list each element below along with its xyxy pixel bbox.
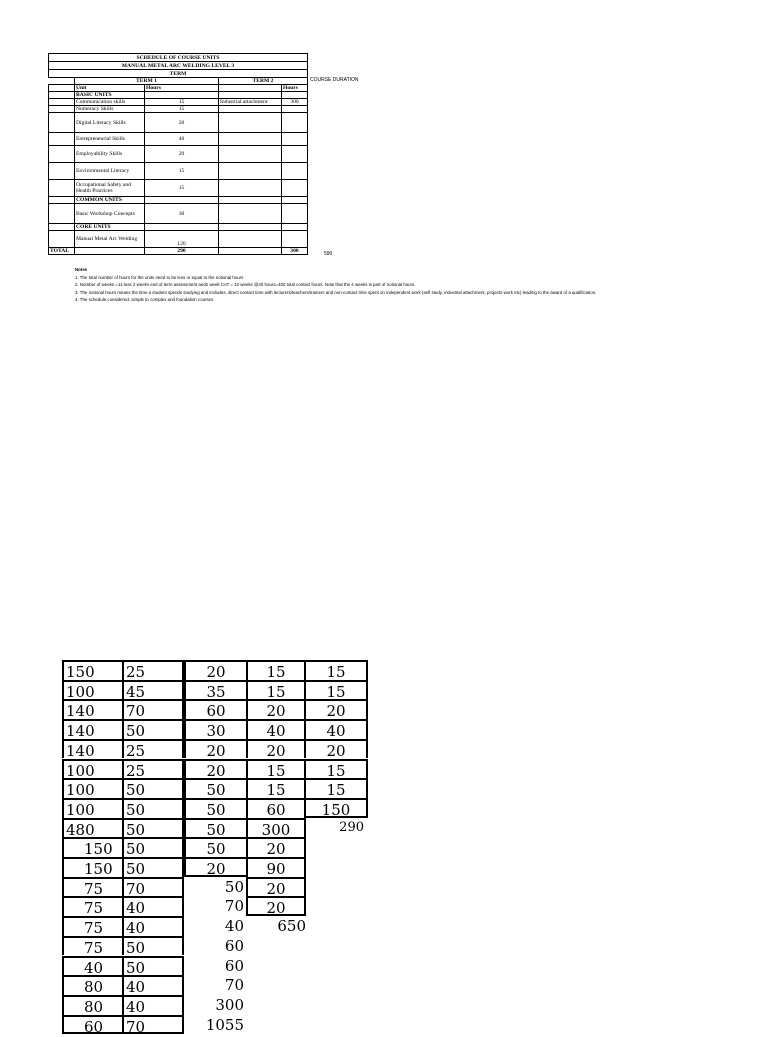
hours-cell: 30 [145, 204, 219, 224]
number-cell: 30 [184, 719, 246, 739]
unit-column-header: Unit [75, 85, 145, 92]
number-cell: 40 [122, 995, 184, 1015]
number-cell [306, 936, 368, 956]
number-cell [246, 1015, 306, 1035]
number-cell [246, 975, 306, 995]
hours-cell: 20 [145, 113, 219, 133]
number-cell: 50 [184, 837, 246, 857]
number-cell: 300 [215, 995, 244, 1014]
number-cell [306, 916, 368, 936]
number-cell: 40 [122, 916, 184, 936]
number-cell: 20 [246, 896, 306, 916]
note-line: 3. The notional hours means the time a student spends studying and includes, direct contact time with lecturers/teachers/trainers and non-contact time spent on independent work (self study, industrial attachment, projects work etc) leading to the award of a qualification. [75, 289, 597, 295]
number-cell: 20 [246, 877, 306, 897]
number-cell: 100 [62, 798, 122, 818]
total-duration-value: 590 [324, 251, 333, 257]
number-cell: 50 [184, 778, 246, 798]
number-cell [306, 956, 368, 976]
core-units-heading: CORE UNITS [75, 224, 145, 231]
number-cell: 50 [122, 798, 184, 818]
number-cell: 20 [246, 837, 306, 857]
notes-title: Notes [75, 267, 88, 272]
unit-cell: Employability Skills [75, 146, 145, 163]
number-cell: 150 [62, 660, 122, 680]
number-cell: 15 [306, 660, 368, 680]
number-cell: 15 [306, 759, 368, 779]
note-line: 4. The schedule considered, simple to complex and foundation courses [75, 297, 214, 302]
number-cell: 25 [122, 660, 184, 680]
number-cell [246, 956, 306, 976]
unit-cell: Digital Literacy Skills [75, 113, 145, 133]
number-cell: 140 [62, 739, 122, 759]
term1-header: TERM 1 [75, 78, 219, 85]
number-cell: 290 [339, 819, 364, 835]
number-cell: 15 [306, 778, 368, 798]
term2-hours-cell: 300 [282, 99, 308, 106]
hours-cell: 15 [145, 163, 219, 180]
hours-cell: 40 [145, 133, 219, 146]
number-cell: 20 [306, 739, 368, 759]
number-cell: 150 [62, 857, 122, 877]
number-cell: 70 [224, 897, 244, 916]
number-cell: 15 [246, 660, 306, 680]
number-cell [306, 995, 368, 1015]
number-cell [306, 877, 368, 897]
hours-cell: 15 [145, 180, 219, 197]
number-cell: 60 [224, 936, 244, 955]
number-cell: 20 [184, 759, 246, 779]
hours-cell: 15 [145, 99, 219, 106]
number-cell: 25 [122, 759, 184, 779]
hours-cell: 20 [145, 146, 219, 163]
number-cell: 50 [224, 877, 244, 896]
total-label: TOTAL [49, 248, 75, 255]
number-cell: 60 [246, 798, 306, 818]
note-line: 1. The total number of hours for the units need to be less or equal to the notional hours [75, 274, 244, 280]
number-cell: 15 [246, 680, 306, 700]
number-cell: 70 [122, 1015, 184, 1035]
hours-cell: 15 [145, 106, 219, 113]
number-cell: 45 [122, 680, 184, 700]
number-cell: 20 [306, 699, 368, 719]
number-cell: 40 [246, 719, 306, 739]
number-cell: 40 [122, 975, 184, 995]
number-cell: 35 [184, 680, 246, 700]
course-duration-label: COURSE DURATION [310, 77, 359, 83]
unit-cell: Environmental Literacy [75, 163, 145, 180]
number-cell: 20 [184, 739, 246, 759]
number-cell: 50 [122, 936, 184, 956]
number-cell: 70 [122, 877, 184, 897]
number-cell: 140 [62, 699, 122, 719]
unit-cell: Entrepreneurial Skills [75, 133, 145, 146]
number-cell: 50 [122, 778, 184, 798]
number-cell: 150 [62, 837, 122, 857]
unit-cell: Numeracy Skills [75, 106, 145, 113]
number-cell: 25 [122, 739, 184, 759]
number-cell: 70 [224, 976, 244, 995]
number-cell: 40 [306, 719, 368, 739]
number-cell: 650 [277, 917, 306, 936]
number-cell [306, 975, 368, 995]
number-cell: 70 [122, 699, 184, 719]
number-cell: 150 [306, 798, 368, 818]
total-term2: 300 [282, 248, 308, 255]
common-units-heading: COMMON UNITS [75, 197, 145, 204]
number-cell: 50 [184, 818, 246, 838]
number-cell [306, 1015, 368, 1035]
number-cell: 300 [246, 818, 306, 838]
number-cell: 1055 [205, 1015, 244, 1034]
number-cell: 50 [122, 719, 184, 739]
term2-header: TERM 2 [219, 78, 308, 85]
unit-cell: Manual Metal Arc Welding [75, 231, 145, 248]
number-cell: 20 [246, 739, 306, 759]
number-cell: 90 [246, 857, 306, 877]
number-cell: 20 [246, 699, 306, 719]
notes-section [75, 266, 596, 304]
number-cell [246, 995, 306, 1015]
number-cell: 40 [224, 917, 244, 936]
number-cell [246, 936, 306, 956]
number-cell: 50 [184, 798, 246, 818]
term2-unit-cell: Industrial attachment [219, 99, 282, 106]
unit-cell: Communication skills [75, 99, 145, 106]
total-term1: 290 [145, 248, 219, 255]
hours-column-header-term2: Hours [282, 85, 308, 92]
number-cell [306, 837, 368, 857]
unit-cell: Occupational Safety and Health Practices [75, 180, 145, 197]
schedule-table [48, 53, 308, 255]
number-cell [306, 896, 368, 916]
number-cell: 50 [122, 837, 184, 857]
number-cell: 80 [62, 975, 122, 995]
number-cell: 75 [62, 936, 122, 956]
basic-units-heading: BASIC UNITS [75, 92, 145, 99]
number-cell: 40 [62, 956, 122, 976]
hours-column-header-term1: Hours [145, 85, 219, 92]
schedule-term-header: TERM [49, 70, 308, 78]
number-cell: 20 [184, 660, 246, 680]
number-cell: 75 [62, 896, 122, 916]
number-cell: 100 [62, 778, 122, 798]
schedule-subtitle: MANUAL METAL ARC WELDING LEVEL 3 [49, 62, 308, 70]
number-cell: 40 [122, 896, 184, 916]
number-cell: 80 [62, 995, 122, 1015]
number-cell: 480 [62, 818, 122, 838]
number-cell: 100 [62, 759, 122, 779]
number-cell: 20 [184, 857, 246, 877]
number-cell: 50 [122, 857, 184, 877]
number-cell: 60 [184, 699, 246, 719]
number-cell: 60 [224, 956, 244, 975]
number-cell: 60 [62, 1015, 122, 1035]
number-cell: 75 [62, 916, 122, 936]
number-cell: 15 [306, 680, 368, 700]
note-line: 2. Number of weeks =14 less 2 weeks end of term assessment and2 week CAT = 10 weeks @40 hours=400 total contact hours. Note that the 4 weeks is part of notional hours. [75, 282, 416, 287]
schedule-title: SCHEDULE OF COURSE UNITS [49, 54, 308, 62]
number-cell: 15 [246, 759, 306, 779]
number-cell: 140 [62, 719, 122, 739]
number-cell [306, 857, 368, 877]
number-cell: 75 [62, 877, 122, 897]
number-cell: 50 [122, 956, 184, 976]
hours-cell: 120 [145, 231, 219, 248]
unit-cell: Basic Workshop Concepts [75, 204, 145, 224]
number-cell: 15 [246, 778, 306, 798]
number-cell: 100 [62, 680, 122, 700]
number-cell: 50 [122, 818, 184, 838]
